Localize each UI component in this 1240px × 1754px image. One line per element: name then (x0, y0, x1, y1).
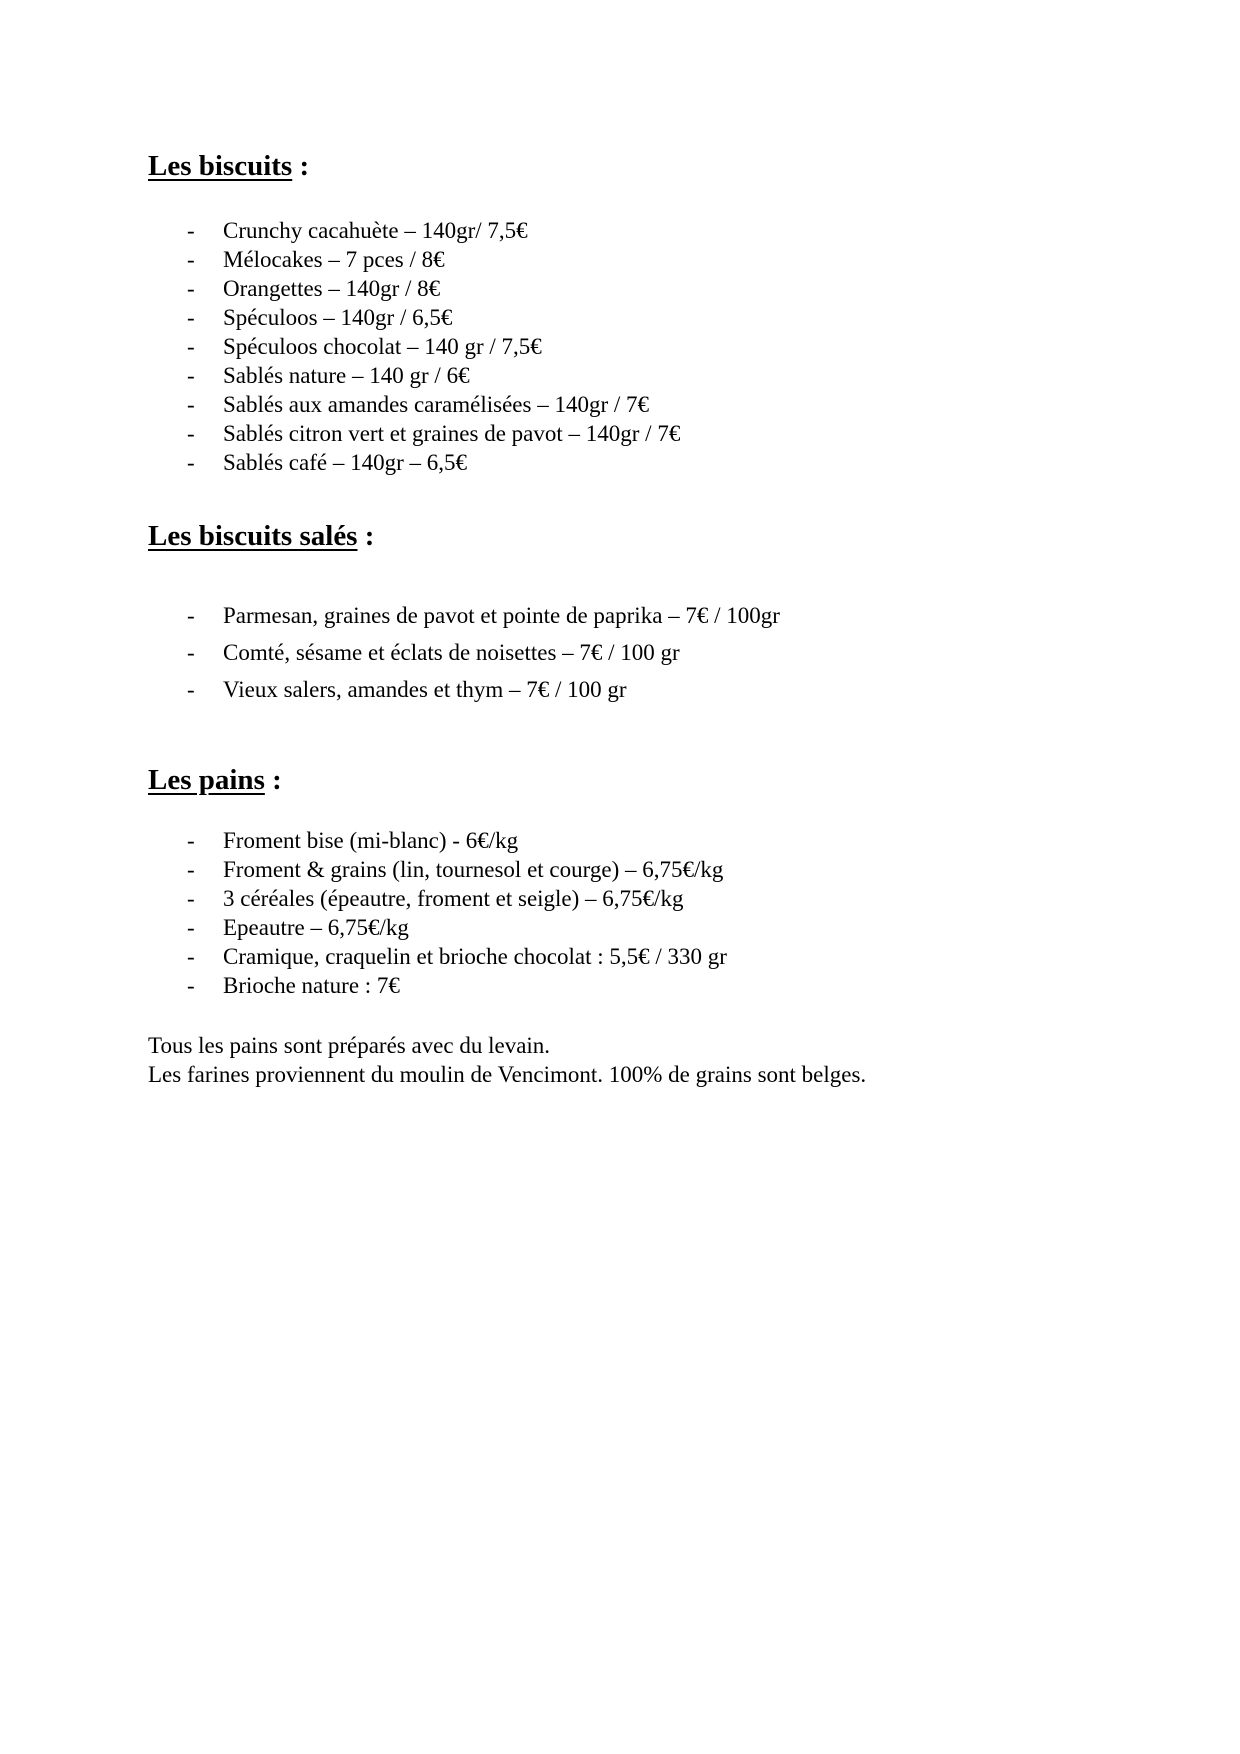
bullet-dash: - (187, 886, 195, 911)
note-line: Les farines proviennent du moulin de Vencimont. 100% de grains sont belges. (148, 1062, 867, 1087)
list-item-text: Sablés nature – 140 gr / 6€ (223, 363, 470, 388)
bullet-dash: - (187, 334, 195, 359)
list-item-text: Sablés citron vert et graines de pavot – 140gr / 7€ (223, 421, 681, 446)
bullet-dash: - (187, 218, 195, 243)
list-item-text: Cramique, craquelin et brioche chocolat : 5,5€ / 330 gr (223, 944, 727, 969)
list-item-text: Parmesan, graines de pavot et pointe de paprika – 7€ / 100gr (223, 603, 780, 628)
list-item-text: Sablés café – 140gr – 6,5€ (223, 450, 467, 475)
section-heading-pains (148, 766, 282, 795)
list-item-text: Orangettes – 140gr / 8€ (223, 276, 441, 301)
closing-notes (148, 1031, 866, 1089)
list-item-text: 3 céréales (épeautre, froment et seigle) – 6,75€/kg (223, 886, 684, 911)
bullet-dash: - (187, 603, 195, 628)
section-title-suffix: : (357, 520, 375, 552)
list-item-text: Sablés aux amandes caramélisées – 140gr / 7€ (223, 392, 650, 417)
list-item-text: Froment bise (mi-blanc) - 6€/kg (223, 828, 519, 853)
list-item-text: Vieux salers, amandes et thym – 7€ / 100 gr (223, 677, 627, 702)
bullet-dash: - (187, 247, 195, 272)
list-item-text: Spéculoos – 140gr / 6,5€ (223, 305, 453, 330)
bullet-dash: - (187, 363, 195, 388)
section-title: Les pains (148, 764, 265, 796)
list-item-text: Froment & grains (lin, tournesol et courge) – 6,75€/kg (223, 857, 724, 882)
list-item-text: Epeautre – 6,75€/kg (223, 915, 409, 940)
section-title-suffix: : (292, 150, 310, 182)
bullet-dash: - (187, 640, 195, 665)
bullet-dash: - (187, 944, 195, 969)
section-title: Les biscuits salés (148, 520, 358, 552)
bullet-dash: - (187, 276, 195, 301)
bullet-dash: - (187, 421, 195, 446)
section-heading-biscuits (148, 152, 309, 181)
section-title: Les biscuits (148, 150, 293, 182)
bullet-dash: - (187, 857, 195, 882)
list-item-text: Mélocakes – 7 pces / 8€ (223, 247, 445, 272)
list-item-text: Brioche nature : 7€ (223, 973, 400, 998)
bullet-dash: - (187, 677, 195, 702)
note-line: Tous les pains sont préparés avec du levain. (148, 1033, 551, 1058)
bullet-dash: - (187, 973, 195, 998)
list-item-text: Crunchy cacahuète – 140gr/ 7,5€ (223, 218, 528, 243)
list-item-text: Comté, sésame et éclats de noisettes – 7€ / 100 gr (223, 640, 680, 665)
bullet-dash: - (187, 392, 195, 417)
bullet-dash: - (187, 828, 195, 853)
list-item-text: Spéculoos chocolat – 140 gr / 7,5€ (223, 334, 542, 359)
bullet-dash: - (187, 450, 195, 475)
bullet-dash: - (187, 305, 195, 330)
bullet-dash: - (187, 915, 195, 940)
section-title-suffix: : (264, 764, 282, 796)
section-heading-biscuits-sales (148, 522, 374, 551)
